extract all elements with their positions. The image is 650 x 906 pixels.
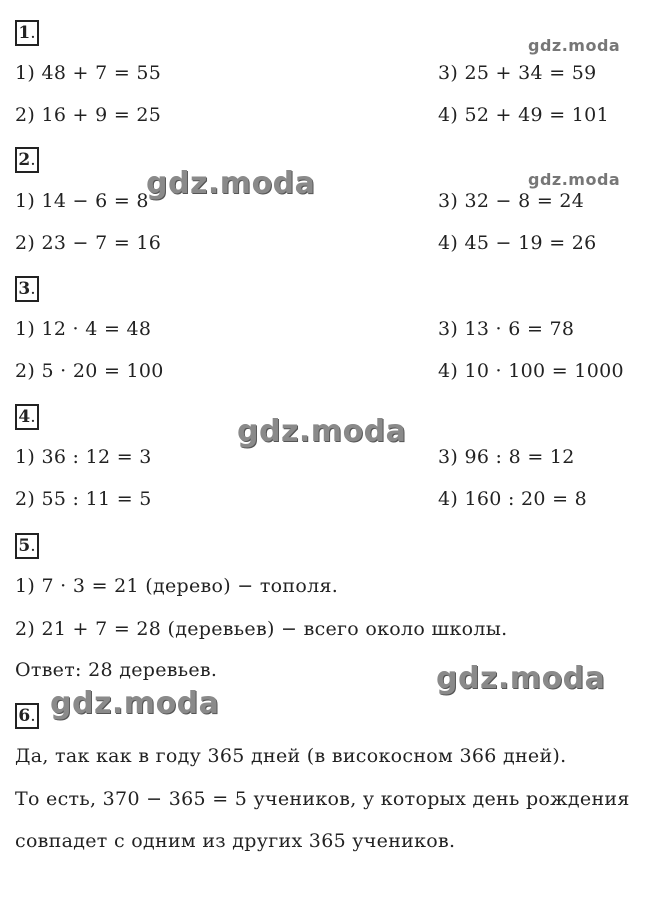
task-number-2: 2. [15,147,39,173]
task-number-5: 5. [15,533,39,559]
task6-line-2: То есть, 370 − 365 = 5 учеников, у которых день рождения [15,788,630,810]
task4-line-2: 2) 55 : 11 = 5 [15,488,152,510]
task4-line-1: 1) 36 : 12 = 3 [15,446,152,468]
task5-line-1: 1) 7 · 3 = 21 (дерево) − тополя. [15,575,339,597]
task1-line-1: 1) 48 + 7 = 55 [15,62,162,84]
watermark: gdz.moda [528,36,621,55]
task2-line-1: 1) 14 − 6 = 8 [15,190,149,212]
task1-line-3: 3) 25 + 34 = 59 [438,62,597,84]
task3-line-1: 1) 12 · 4 = 48 [15,318,152,340]
task4-line-3: 3) 96 : 8 = 12 [438,446,575,468]
task1-line-2: 2) 16 + 9 = 25 [15,104,162,126]
task5-line-2: 2) 21 + 7 = 28 (деревьев) − всего около школы. [15,618,508,640]
task-number-6: 6. [15,703,39,729]
watermark: gdz.moda [528,170,621,189]
task-number-3: 3. [15,276,39,302]
watermark: gdz.moda [146,166,316,201]
task3-line-2: 2) 5 · 20 = 100 [15,360,164,382]
task-number-4: 4. [15,404,39,430]
task2-line-4: 4) 45 − 19 = 26 [438,232,597,254]
task5-answer: Ответ: 28 деревьев. [15,659,218,681]
task2-line-3: 3) 32 − 8 = 24 [438,190,585,212]
task3-line-3: 3) 13 · 6 = 78 [438,318,575,340]
task6-line-1: Да, так как в году 365 дней (в високосном 366 дней). [15,745,567,767]
task-number-1: 1. [15,20,39,46]
task2-line-2: 2) 23 − 7 = 16 [15,232,162,254]
watermark: gdz.moda [237,414,407,449]
watermark: gdz.moda [50,686,220,721]
task1-line-4: 4) 52 + 49 = 101 [438,104,609,126]
task4-line-4: 4) 160 : 20 = 8 [438,488,588,510]
task6-line-3: совпадет с одним из других 365 учеников. [15,830,456,852]
task3-line-4: 4) 10 · 100 = 1000 [438,360,624,382]
watermark: gdz.moda [436,661,606,696]
